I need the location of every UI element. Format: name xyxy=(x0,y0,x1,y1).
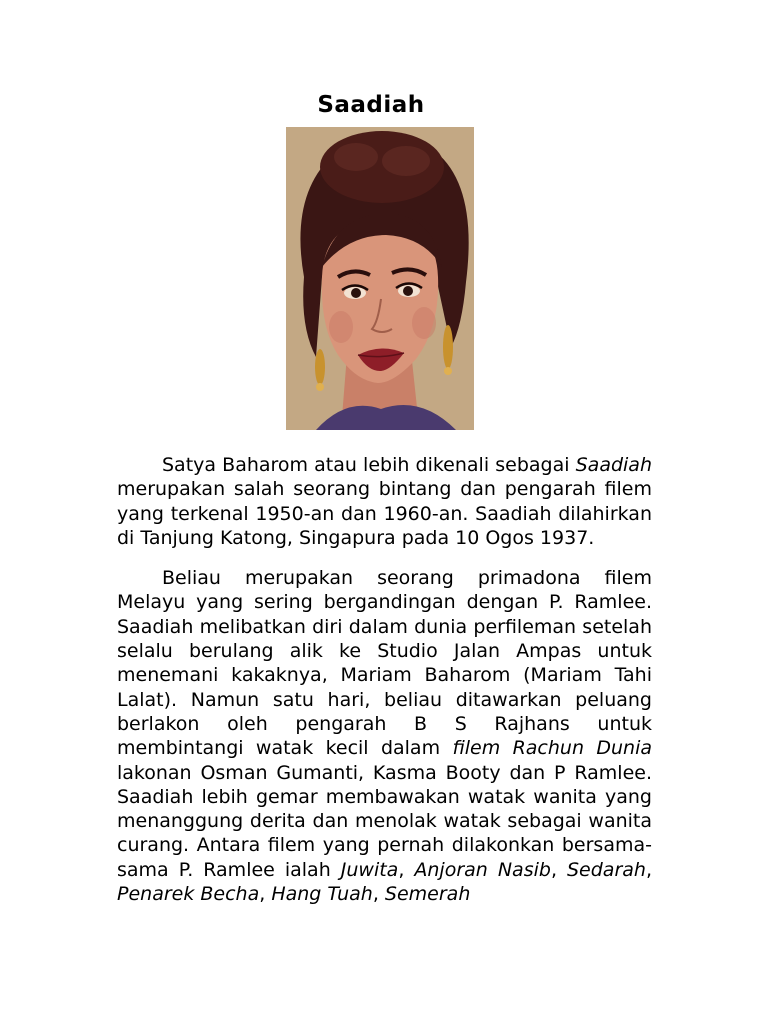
italic-text-run: Juwita xyxy=(340,858,399,881)
portrait-photo xyxy=(286,127,474,430)
text-run: , xyxy=(645,858,652,881)
article-body xyxy=(117,453,652,922)
italic-text-run: Sedarah xyxy=(567,858,646,881)
italic-text-run: Hang Tuah xyxy=(271,883,373,906)
italic-text-run: Penarek Becha xyxy=(117,883,260,906)
italic-text-run: Saadiah xyxy=(575,454,652,476)
page-title: Saadiah xyxy=(317,92,425,118)
text-run: , xyxy=(259,883,272,906)
italic-text-run: filem Rachun Dunia xyxy=(452,737,652,760)
italic-text-run: Semerah xyxy=(384,883,471,906)
text-run: , xyxy=(372,883,385,906)
text-run: , xyxy=(398,858,415,881)
text-run: Satya Baharom atau lebih dikenali sebagai xyxy=(162,454,576,476)
text-run: lakonan Osman Gumanti, Kasma Booty dan P Ramlee. Saadiah lebih gemar membawakan watak wanita yang menanggung derita dan menolak watak sebagai wanita curang. Antara filem yang pernah dilakonkan bersama-sama P. Ramlee ialah xyxy=(117,761,652,881)
text-run: merupakan salah seorang bintang dan pengarah filem yang terkenal 1950-an dan 1960-an. Saadiah dilahirkan di Tanjung Katong, Singapura pada 10 Ogos 1937. xyxy=(117,478,652,549)
text-run: Beliau merupakan seorang primadona filem Melayu yang sering bergandingan dengan P. Ramlee. Saadiah melibatkan diri dalam dunia perfileman setelah selalu berulang alik ke Studio Jalan Ampas untuk menemani kakaknya, Mariam Baharom (Mariam Tahi Lalat). Namun satu hari, beliau ditawarkan peluang berlakon oleh pengarah B S Rajhans untuk membintangi watak kecil dalam xyxy=(117,567,652,760)
paragraph-1 xyxy=(117,453,652,550)
paragraph-2 xyxy=(117,566,652,906)
italic-text-run: Anjoran Nasib xyxy=(414,858,551,881)
text-run: , xyxy=(550,858,567,881)
